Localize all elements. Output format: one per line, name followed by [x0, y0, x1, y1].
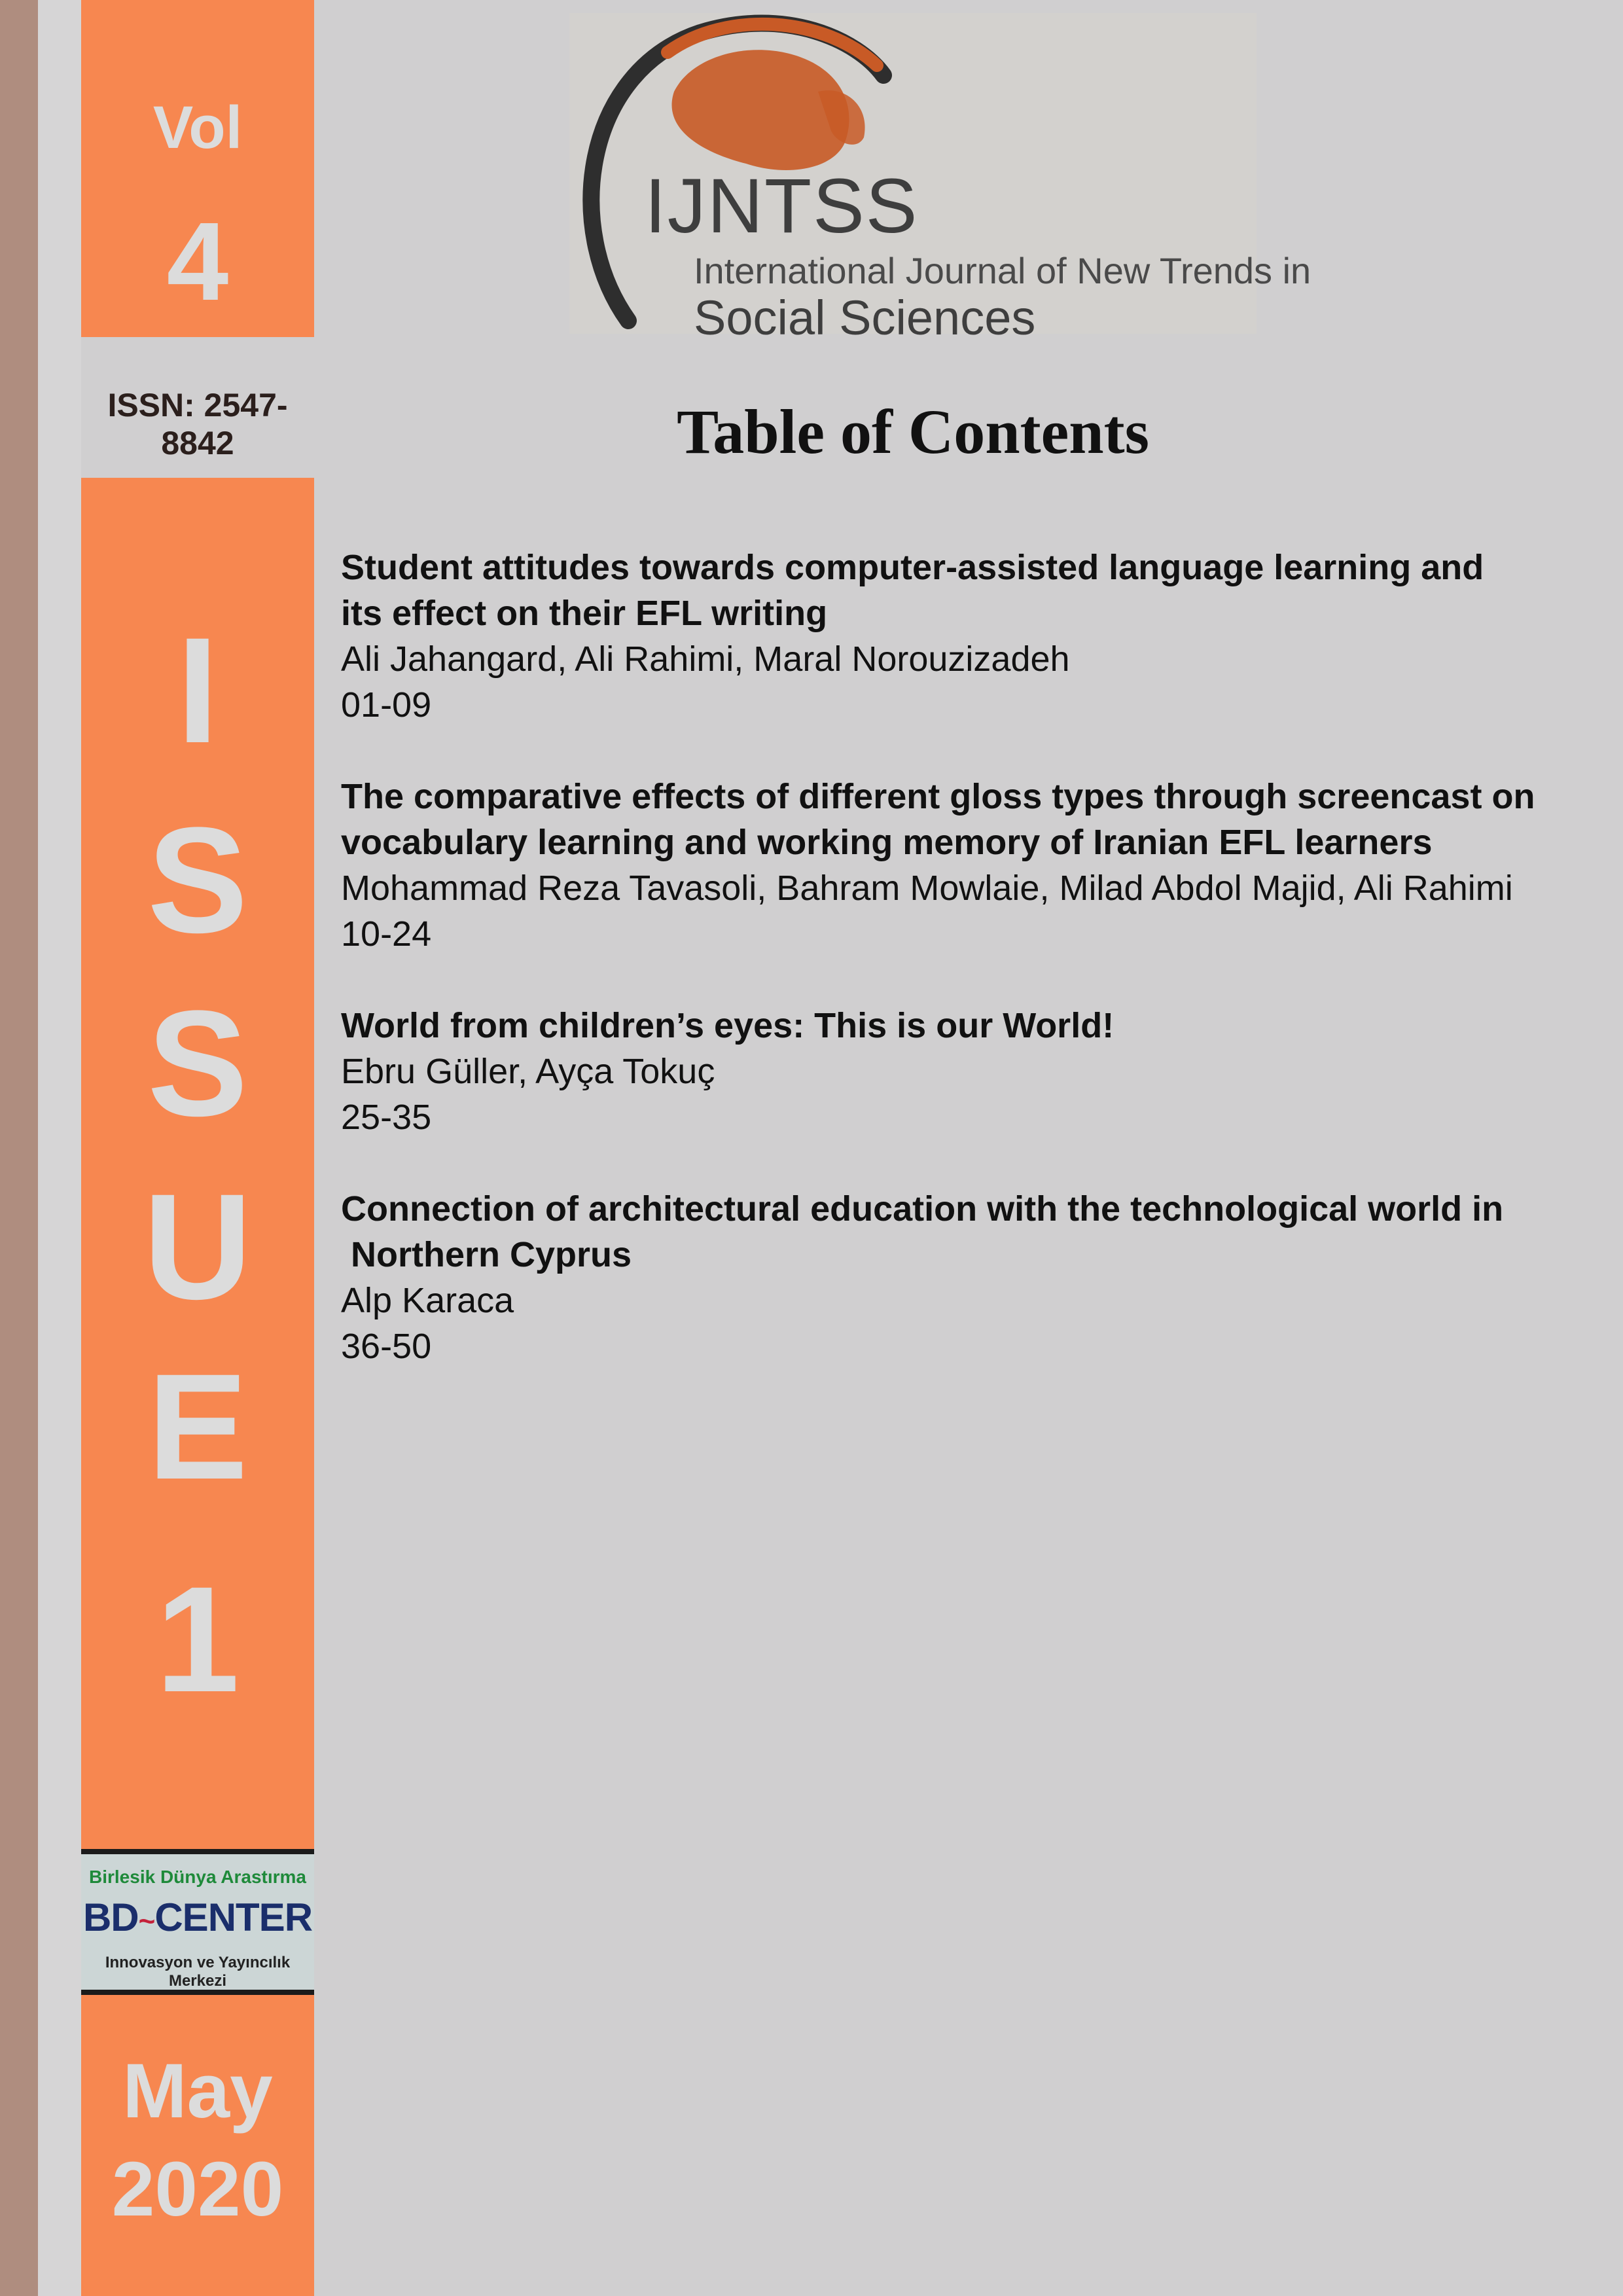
toc-entry[interactable] [341, 1186, 1584, 1369]
publisher-divider-top [81, 1849, 314, 1854]
toc-entry[interactable] [341, 774, 1584, 957]
publisher-name-left: BD [82, 1895, 139, 1939]
toc-entry-authors: Alp Karaca [341, 1281, 514, 1320]
issue-number: 1 [156, 1555, 240, 1723]
toc-entry-pages: 36-50 [341, 1327, 432, 1366]
publisher-swoosh-icon: ~ [138, 1905, 155, 1937]
publisher-divider-bottom [81, 1990, 314, 1995]
toc-entry-pages: 25-35 [341, 1098, 432, 1137]
toc-heading: Table of Contents [677, 397, 1149, 467]
issn-label: ISSN: 2547-8842 [107, 387, 288, 461]
toc-entry-title: Student attitudes towards computer-assisted language learning and [341, 548, 1484, 587]
toc-entry-pages: 01-09 [341, 685, 432, 725]
toc-entry[interactable] [341, 1003, 1584, 1140]
toc-list [341, 545, 1584, 1415]
toc-entry[interactable] [341, 545, 1584, 728]
spine-background [38, 0, 81, 2296]
publisher-name [81, 1895, 314, 1940]
toc-entry-title: vocabulary learning and working memory of Iranian EFL learners [341, 823, 1433, 862]
issue-month: May [122, 2048, 273, 2134]
toc-entry-authors: Mohammad Reza Tavasoli, Bahram Mowlaie, Milad Abdol Majid, Ali Rahimi [341, 869, 1513, 908]
issue-year: 2020 [111, 2146, 284, 2233]
toc-entry-pages: 10-24 [341, 914, 432, 954]
toc-entry-title: The comparative effects of different gloss types through screencast on [341, 777, 1535, 816]
toc-entry-authors: Ebru Güller, Ayça Tokuç [341, 1052, 715, 1091]
toc-entry-title: Northern Cyprus [341, 1235, 632, 1274]
publisher-name-right: CENTER [154, 1895, 313, 1939]
issue-letter-i: I [177, 606, 219, 774]
publisher-subtitle: Innovasyon ve Yayıncılık Merkezi [105, 1954, 291, 1990]
volume-label: Vol [152, 94, 243, 161]
journal-name-line1: International Journal of New Trends in [694, 250, 1311, 291]
toc-entry-title: its effect on their EFL writing [341, 594, 828, 633]
left-edge-strip [0, 0, 38, 2296]
issue-letter-e: E [147, 1342, 248, 1511]
toc-entry-authors: Ali Jahangard, Ali Rahimi, Maral Norouzizadeh [341, 639, 1070, 679]
journal-name-line2: Social Sciences [694, 291, 1036, 345]
publisher-top-line: Birlesik Dünya Arastırma [89, 1867, 306, 1887]
journal-acronym: IJNTSS [645, 163, 919, 249]
toc-entry-title: World from children’s eyes: This is our World! [341, 1006, 1115, 1045]
volume-number: 4 [166, 200, 229, 324]
issue-letter-u: U [143, 1162, 253, 1331]
toc-entry-title: Connection of architectural education with the technological world in [341, 1189, 1504, 1229]
issue-letter-s1: S [147, 796, 248, 964]
issue-letter-s2: S [147, 979, 248, 1147]
